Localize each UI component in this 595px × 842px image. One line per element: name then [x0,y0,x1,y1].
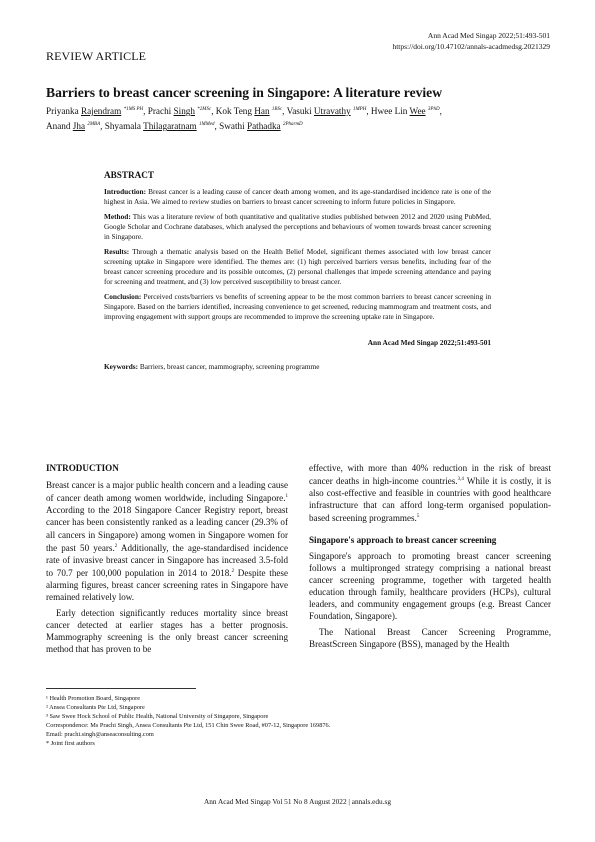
paragraph: effective, with more than 40% reduction in the risk of breast cancer deaths in high-income countries.$^{3,4}$ While it is costly, it is also cost-effective and feasible in countries with good healthcare infrastructure that can afford long-term organised population-based screening programmes.$^5$ [309,463,551,524]
author: Hwee Lin Wee $^{3PhD}$ [370,106,440,117]
affiliation-footnote: ² Ansea Consultants Pte Ltd, Singapore [46,704,145,711]
abstract-heading: ABSTRACT [104,170,155,180]
journal-header [392,30,550,52]
keywords: Keywords: Barriers, breast cancer, mammography, screening programme [104,362,320,371]
paragraph: Early detection significantly reduces mortality since breast cancer detected at earlier stages has a better prognosis. Mammography screening is the only breast cancer screening method that has proven to be [46,608,288,655]
affiliation-footnote: ³ Saw Swee Hock School of Public Health, National University of Singapore, Singapore [46,713,269,720]
correspondence-footnote: Correspondence: Ms Prachi Singh, Ansea Consultants Pte Ltd, 151 Chin Swee Road, #07-12, Singapore 169876. [46,722,331,729]
abstract-introduction: Introduction: Breast cancer is a leading cause of cancer death among women, and its age-standardised incidence rate is one of the highest in Asia. We aimed to review studies on barriers to breast cancer screening to inform future policies in Singapore. [104,187,491,206]
paragraph: The National Breast Cancer Screening Programme, BreastScreen Singapore (BSS), managed by the Health [309,627,551,650]
paragraph: Breast cancer is a major public health concern and a leading cause of cancer death among women worldwide, including Singapore.$^1$ According to the 2018 Singapore Cancer Registry report, breast cancer has been consistently ranked as a leading cancer (29.3% of all cancers in Singapore) among women in Singapore women for the past 50 years.$^2$ Additionally, the age-standardised incidence rate of invasive breast cancer in Singapore has increased 3.5-fold to 70.7 per 100,000 population in 2014 to 2018.$^2$ Despite these alarming figures, breast cancer screening rates in Singapore have remained relatively low. [46,480,288,603]
affiliation-footnote: ¹ Health Promotion Board, Singapore [46,695,141,702]
section-heading-introduction: INTRODUCTION [46,463,119,473]
author: Kok Teng Han $^{1BSc}$ [215,106,283,117]
author: Priyanka Rajendram $^{*1MS PH}$ [46,106,144,117]
footnotes [46,694,556,748]
doi-link[interactable]: https://doi.org/10.47102/annals-acadmedsg.2021329 [392,42,550,51]
body-column-left [46,462,288,656]
abstract [104,170,491,377]
abstract-conclusion: Conclusion: Perceived costs/barriers vs benefits of screening appear to be the most common barriers to breast cancer screening in Singapore. Based on the barriers identified, increasing convenience to get screened, reducing mammogram and treatment costs, and improving engagement with support groups are recommended to improve the screening uptake rate in Singapore. [104,292,491,321]
joint-authors-footnote: * Joint first authors [46,740,95,747]
author: Vasuki Utravathy $^{1MPH}$ [286,106,367,117]
email-footnote[interactable]: Email: prachi.singh@anseaconsulting.com [46,731,154,738]
abstract-results: Results: Through a thematic analysis based on the Health Belief Model, significant themes associated with low breast cancer screening uptake in Singapore were identified. The themes are: (1) high perceived barriers versus benefits, including fear of the breast cancer screening procedure and its possible outcomes, (2) personal challenges that impede screening attendance and paying for screening and treatment, and (3) low perceived susceptibility to breast cancer. [104,247,491,286]
abstract-method: Method: This was a literature review of both quantitative and qualitative studies published between 2012 and 2020 using PubMed, Google Scholar and Cochrane databases, which analysed the perceptions and behaviours of women towards breast cancer screening in Singapore. [104,212,491,241]
article-title: Barriers to breast cancer screening in Singapore: A literature review [46,85,443,100]
journal-reference: Ann Acad Med Singap 2022;51:493-501 [427,31,550,40]
page-footer: Ann Acad Med Singap Vol 51 No 8 August 2022 | annals.edu.sg [203,797,392,806]
body-column-right [309,462,551,650]
author: Swathi Pathadka $^{2PharmD}$ [219,121,303,132]
author-list: Priyanka Rajendram $^{*1MS PH}$, Prachi Singh $^{*2MSc}$, Kok Teng Han $^{1BSc}$, Vasuki Utravathy $^{1MPH}$, Hwee Lin Wee $^{3PhD}$, Anand Jha $^{2MBA}$, Shyamala Thilagaratnam $^{1MMed}$, Swathi Pathadka $^{2PharmD}$ [46,106,442,132]
author: Prachi Singh $^{*2MSc}$ [147,106,212,117]
abstract-citation: Ann Acad Med Singap 2022;51:493-501 [367,338,491,347]
author: Shyamala Thilagaratnam $^{1MMed}$ [104,121,215,132]
author: Anand Jha $^{2MBA}$ [46,121,101,132]
footnote-divider [46,688,196,689]
article-type: REVIEW ARTICLE [46,49,147,63]
subsection-heading: Singapore's approach to breast cancer screening [309,534,497,545]
paragraph: Singapore's approach to promoting breast cancer screening follows a multipronged strategy comprising a national breast cancer screening programme, together with targeted health education through family, healthcare providers (HCPs), cultural leaders, and community engagement groups (e.g. Breast Cancer Foundation, Singapore). [309,550,551,622]
